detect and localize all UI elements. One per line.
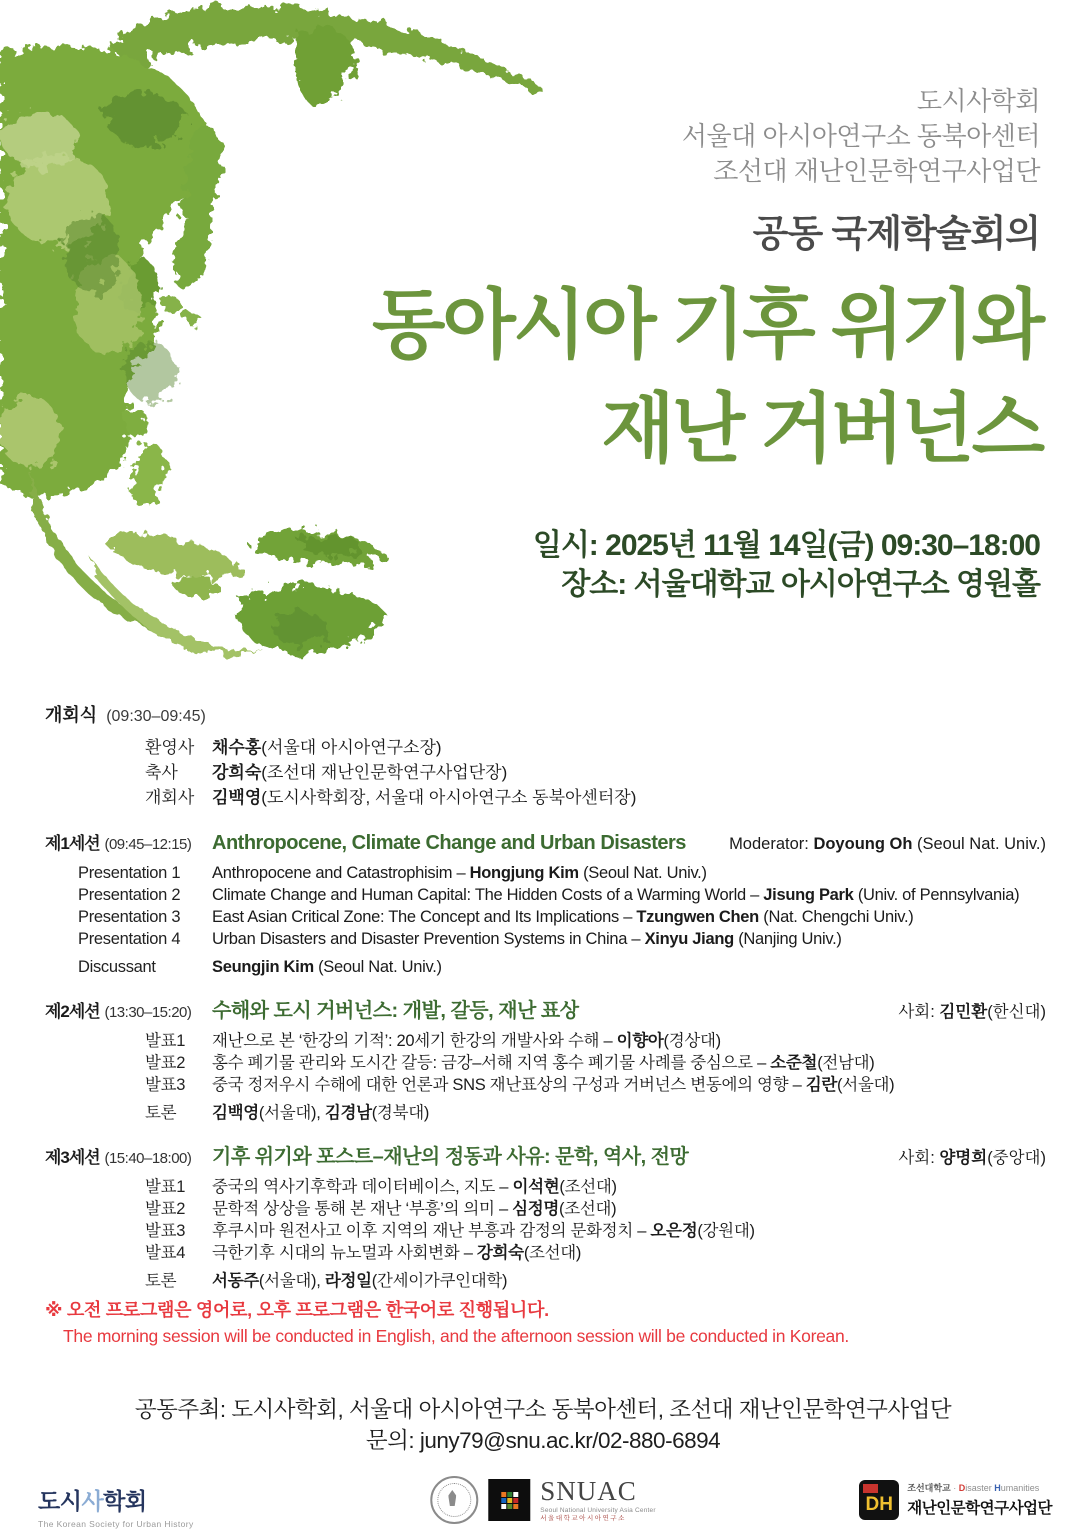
dh-wordmark — [907, 1483, 1052, 1518]
session-1 — [45, 830, 1046, 978]
org-line-3: 조선대 재난인문학연구사업단 — [713, 156, 1040, 186]
globe-island-b — [185, 313, 201, 325]
language-notice-english: The morning session will be conducted in English, and the afternoon session will be conducted in Korean. — [63, 1326, 849, 1346]
snuac-symbol-icon — [488, 1479, 530, 1521]
session-2-item-1: 발표1 재난으로 본 ‘한강의 기적’: 20세기 한강의 개발사와 수해 – 이향아(경상대) — [145, 1032, 721, 1050]
co-hosts-line: 공동주최: 도시사학회, 서울대 아시아연구소 동북아센터, 조선대 재난인문학연구사업단 — [134, 1397, 952, 1422]
session-3-discussion: 토론 서동주(서울대), 라정일(간세이가쿠인대학) — [145, 1272, 508, 1290]
dh-top-line: 조선대학교 · Disaster Humanities — [907, 1482, 1040, 1493]
event-datetime: 일시: 2025년 11월 14일(금) 09:30–18:00 — [532, 529, 1040, 562]
org-line-2: 서울대 아시아연구소 동북아센터 — [681, 121, 1040, 151]
globe-indonesia-b — [174, 577, 218, 595]
session-3-title: 기후 위기와 포스트–재난의 정동과 사유: 문학, 역사, 전망 — [212, 1146, 689, 1168]
session-2 — [45, 998, 1046, 1124]
opening-section — [45, 703, 1046, 810]
session-1-item-4: Presentation 4 Urban Disasters and Disaster Prevention Systems in China – Xinyu Jiang (Nanjing Univ.) — [78, 930, 842, 948]
poster-title-line2: 재난 거버넌스 — [601, 387, 1042, 472]
session-2-item-3: 발표3 중국 정저우시 수해에 대한 언론과 SNS 재난표상의 구성과 거버넌스 변동에의 영향 – 김란(서울대) — [145, 1076, 895, 1094]
snuac-logo-group — [430, 1476, 655, 1524]
opening-person: 채수홍(서울대 아시아연구소장) — [212, 738, 442, 757]
session-1-item-1: Presentation 1 Anthropocene and Catastrophisim – Hongjung Kim (Seoul Nat. Univ.) — [78, 864, 707, 882]
urban-history-society-logo — [38, 1483, 194, 1529]
session-2-discussion: 토론 김백영(서울대), 김경남(경북대) — [145, 1104, 430, 1122]
footer-hosts-contact — [0, 1394, 1086, 1456]
session-1-title: Anthropocene, Climate Change and Urban Disasters — [212, 832, 686, 854]
opening-time: (09:30–09:45) — [106, 708, 206, 725]
urban-history-society-subtitle: The Korean Society for Urban History — [38, 1519, 194, 1529]
dh-badge-icon — [859, 1480, 899, 1520]
opening-role: 개회사 — [145, 788, 195, 807]
opening-role: 환영사 — [145, 738, 195, 757]
globe-taiwan — [124, 408, 148, 436]
session-3-chair: 사회: 양명희(중앙대) — [898, 1149, 1046, 1167]
program — [45, 703, 1046, 1292]
session-1-item-2: Presentation 2 Climate Change and Human Capital: The Hidden Costs of a Warming World – Jisung Park (Univ. of Pennsylvania) — [78, 886, 1020, 904]
snuac-subtitle-ko: 서울대학교아시아연구소 — [540, 1515, 626, 1522]
session-1-label: 제1세션 (09:45–12:15) — [45, 834, 192, 853]
session-3-item-3: 발표3 후쿠시마 원전사고 이후 지역의 재난 부흥과 감정의 문화정치 – 오은정(강원대) — [145, 1222, 755, 1240]
contact-line: 문의: juny79@snu.ac.kr/02-880-6894 — [365, 1428, 721, 1453]
globe-indonesia — [110, 534, 229, 577]
opening-row — [45, 785, 1046, 810]
session-3-item-4: 발표4 극한기후 시대의 뉴노멀과 사회변화 – 강희숙(조선대) — [145, 1244, 582, 1262]
session-1-header — [45, 830, 1046, 858]
poster-title — [372, 274, 1042, 482]
dh-badge-letters: DH — [865, 1494, 893, 1515]
dh-program-name: 재난인문학연구사업단 — [907, 1499, 1052, 1517]
session-3-item-1: 발표1 중국의 역사기후학과 데이터베이스, 지도 – 이석현(조선대) — [145, 1178, 617, 1196]
language-notice — [45, 1297, 849, 1349]
session-2-item-2: 발표2 홍수 폐기물 관리와 도시간 갈등: 금강–서해 지역 홍수 폐기물 사례를 중심으로 – 소준철(전남대) — [145, 1054, 875, 1072]
event-info — [533, 526, 1040, 604]
opening-person: 강희숙(조선대 재난인문학연구사업단장) — [212, 763, 508, 782]
session-2-label: 제2세션 (13:30–15:20) — [45, 1002, 192, 1021]
session-1-item-3: Presentation 3 East Asian Critical Zone: The Concept and Its Implications – Tzungwen Chen (Nat. Chengchi Univ.) — [78, 908, 914, 926]
globe-philippines — [131, 440, 165, 507]
snuac-acronym: SNUAC — [540, 1475, 637, 1506]
snuac-wordmark — [540, 1475, 656, 1523]
conference-type-subtitle: 공동 국제학술회의 — [752, 213, 1040, 254]
globe-indonesia-c — [220, 563, 244, 577]
session-2-chair: 사회: 김민환(한신대) — [898, 1003, 1046, 1021]
opening-person: 김백영(도시사학회장, 서울대 아시아연구소 동북아센터장) — [212, 788, 637, 807]
disaster-humanities-logo — [859, 1480, 1052, 1520]
session-3-header — [45, 1144, 1046, 1172]
snu-seal-icon — [430, 1476, 478, 1524]
event-venue: 장소: 서울대학교 아시아연구소 영원홀 — [561, 568, 1040, 601]
urban-history-society-name: 도시사학회 — [38, 1488, 147, 1514]
session-3 — [45, 1144, 1046, 1292]
session-1-chair: Moderator: Doyoung Oh (Seoul Nat. Univ.) — [729, 835, 1046, 853]
session-2-header — [45, 998, 1046, 1026]
globe-island-a — [162, 298, 182, 314]
session-3-item-2: 발표2 문학적 상상을 통해 본 재난 ‘부흥’의 의미 – 심정명(조선대) — [145, 1200, 617, 1218]
snuac-subtitle-en: Seoul National University Asia Center — [540, 1506, 656, 1514]
opening-label: 개회식 — [45, 705, 98, 725]
session-1-discussant: Discussant Seungjin Kim (Seoul Nat. Univ.) — [78, 958, 442, 976]
opening-row — [45, 760, 1046, 785]
opening-row — [45, 735, 1046, 760]
org-line-1: 도시사학회 — [916, 86, 1040, 116]
globe-kamchatka — [296, 26, 354, 104]
header-block — [682, 84, 1040, 257]
session-2-title: 수해와 도시 거버넌스: 개발, 갈등, 재난 표상 — [212, 1000, 579, 1022]
session-3-label: 제3세션 (15:40–18:00) — [45, 1148, 192, 1167]
language-notice-korean: ※ 오전 프로그램은 영어로, 오후 프로그램은 한국어로 진행됩니다. — [45, 1300, 549, 1320]
opening-header — [45, 703, 1046, 729]
poster-title-line1: 동아시아 기후 위기와 — [372, 283, 1042, 368]
opening-role: 축사 — [145, 763, 178, 782]
